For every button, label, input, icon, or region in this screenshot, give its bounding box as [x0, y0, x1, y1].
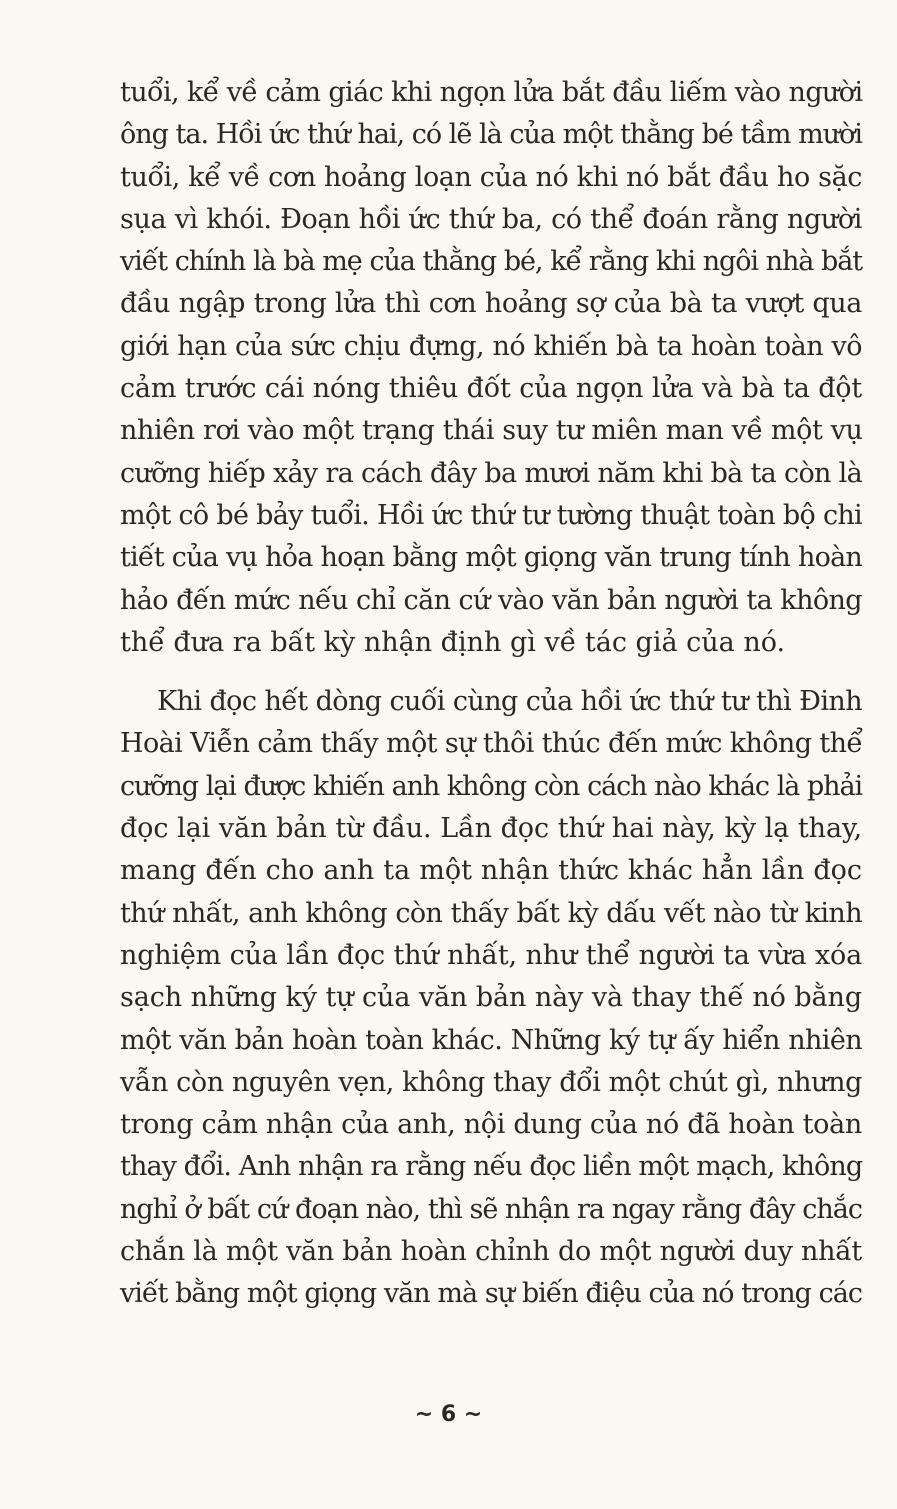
text-line: nghiệm của lần đọc thứ nhất, như thể người ta vừa xóa	[120, 939, 862, 971]
text-line: nhiên rơi vào một trạng thái suy tư miên man về một vụ	[120, 415, 863, 447]
text-line: viết chính là bà mẹ của thằng bé, kể rằng khi ngôi nhà bắt	[120, 246, 862, 278]
text-line: trong cảm nhận của anh, nội dung của nó đã hoàn toàn	[120, 1109, 862, 1141]
text-line: mang đến cho anh ta một nhận thức khác hẳn lần đọc	[120, 855, 862, 887]
text-line: thứ nhất, anh không còn thấy bất kỳ dấu vết nào từ kinh	[120, 897, 862, 929]
text-line: cưỡng hiếp xảy ra cách đây ba mươi năm khi bà ta còn là	[120, 457, 862, 489]
text-line: viết bằng một giọng văn mà sự biến điệu của nó trong các	[120, 1278, 862, 1310]
paragraph-1	[120, 72, 862, 664]
text-line: tuổi, kể về cơn hoảng loạn của nó khi nó bắt đầu ho sặc	[120, 161, 862, 193]
text-line: đọc lại văn bản từ đầu. Lần đọc thứ hai này, kỳ lạ thay,	[120, 813, 862, 845]
page-number: ~ 6 ~	[414, 1402, 483, 1427]
text-line: ông ta. Hồi ức thứ hai, có lẽ là của một thằng bé tầm mười	[120, 119, 862, 151]
text-line: đầu ngập trong lửa thì cơn hoảng sợ của bà ta vượt qua	[120, 288, 862, 320]
text-line: tuổi, kể về cảm giác khi ngọn lửa bắt đầu liếm vào người	[120, 77, 863, 108]
text-line: Hoài Viễn cảm thấy một sự thôi thúc đến mức không thể	[120, 728, 863, 760]
text-line: giới hạn của sức chịu đựng, nó khiến bà ta hoàn toàn vô	[120, 330, 862, 362]
paragraph-gap	[120, 664, 862, 681]
text-line: thể đưa ra bất kỳ nhận định gì về tác giả của nó.	[120, 626, 786, 658]
text-line: nghỉ ở bất cứ đoạn nào, thì sẽ nhận ra ngay rằng đây chắc	[120, 1193, 862, 1225]
text-line: cảm trước cái nóng thiêu đốt của ngọn lửa và bà ta đột	[120, 373, 862, 405]
text-line: Khi đọc hết dòng cuối cùng của hồi ức thứ tư thì Đinh	[157, 686, 862, 718]
text-line: cưỡng lại được khiến anh không còn cách nào khác là phải	[120, 770, 862, 802]
text-line: vẫn còn nguyên vẹn, không thay đổi một chút gì, nhưng	[120, 1066, 862, 1098]
text-line: một cô bé bảy tuổi. Hồi ức thứ tư tường thuật toàn bộ chi	[120, 499, 862, 531]
text-line: tiết của vụ hỏa hoạn bằng một giọng văn trung tính hoàn	[120, 542, 862, 574]
paragraph-2	[120, 681, 862, 1315]
text-line: chắn là một văn bản hoàn chỉnh do một người duy nhất	[120, 1236, 862, 1268]
text-line: sạch những ký tự của văn bản này và thay thế nó bằng	[120, 982, 862, 1014]
text-line: thay đổi. Anh nhận ra rằng nếu đọc liền một mạch, không	[120, 1151, 863, 1183]
text-line: sụa vì khói. Đoạn hồi ức thứ ba, có thể đoán rằng người	[120, 203, 862, 235]
body-text	[120, 72, 862, 1316]
text-line: hảo đến mức nếu chỉ căn cứ vào văn bản người ta không	[120, 584, 862, 616]
text-line: một văn bản hoàn toàn khác. Những ký tự ấy hiển nhiên	[120, 1024, 862, 1056]
